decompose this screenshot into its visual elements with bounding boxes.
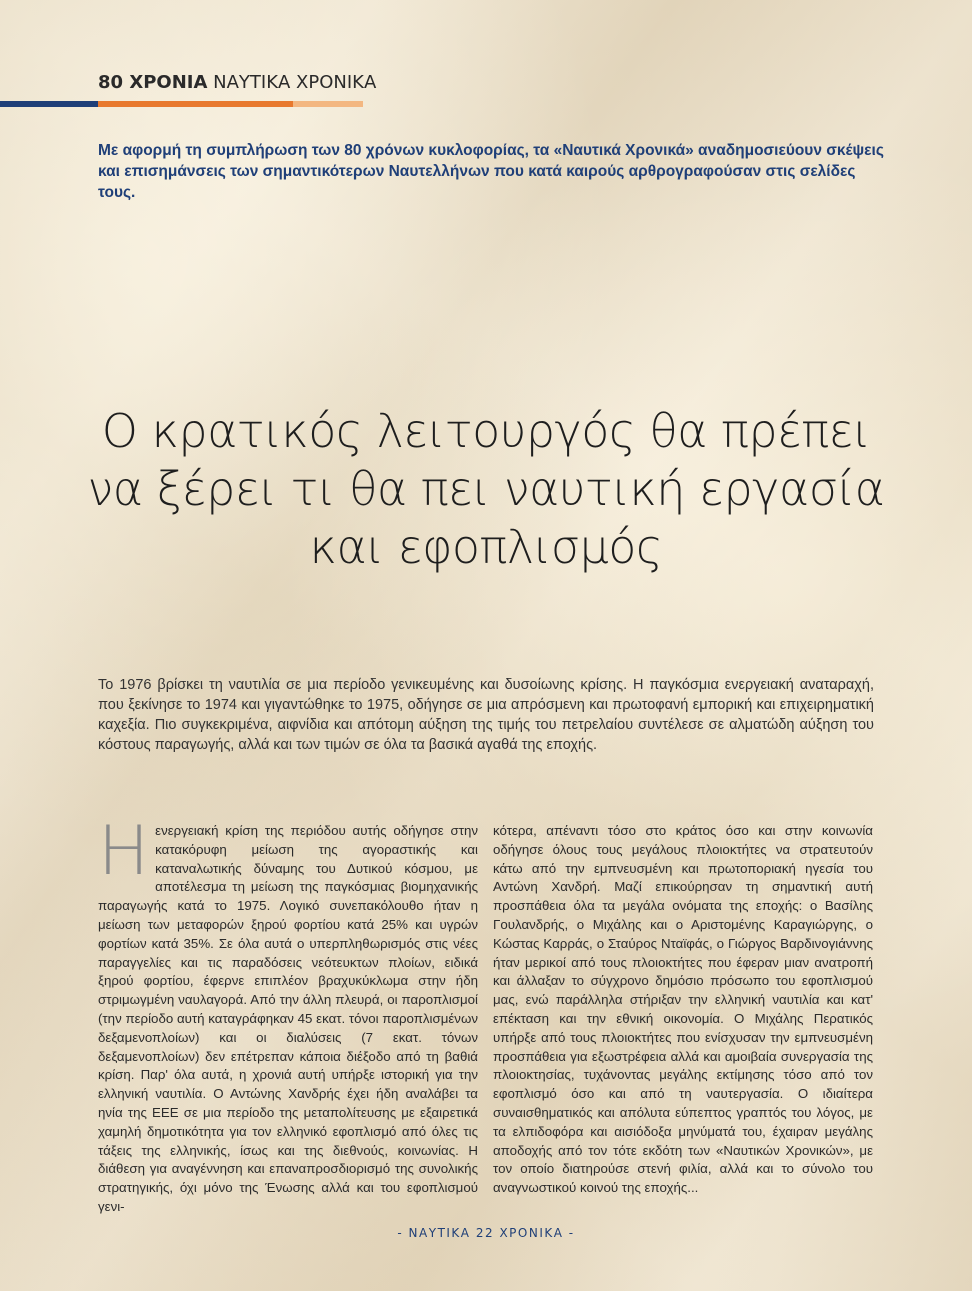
footer-left: - ΝΑΥΤΙΚΑ <box>397 1226 471 1240</box>
body-left-text: ενεργειακή κρίση της περιόδου αυτής οδήγησε στην κατακόρυφη μείωση της αγοραστικής και καταναλωτικής δύναμης του Δυτικού κόσμου, με αποτέλεσμα τη μείωση της παγκόσμιας βιομηχανικής παραγωγής κατά το 1975. Λογικό συνεπακόλουθο ήταν η μείωση των μεταφορών ξηρού φορτίου κατά 25% και υγρών φορτίων κατά 35%. Σε όλα αυτά ο υπερπληθωρισμός στις νέες παραγγελίες και τις παραδόσεις νεότευκτων πλοίων, ειδικά ξηρού φορτίου, έφερνε επιπλέον βραχυκύκλωμα στην ήδη στριμωγμένη ναυλαγορά. Από την άλλη πλευρά, οι παροπλισμοί (την περίοδο αυτή καταγράφηκαν 45 εκατ. τόνοι παροπλισμένων δεξαμενοπλοίων) και οι διαλύσεις (7 εκατ. τόνων δεξαμενοπλοίων) δεν επέτρεπαν κάποια διέξοδο από τη βαθιά κρίση. Παρ' όλα αυτά, η χρονιά αυτή υπήρξε ιστορική για την ελληνική ναυτιλία. Ο Αντώνης Χανδρής έχει ήδη αναλάβει τα ηνία της ΕΕΕ σε μια περίοδο της μεταπολίτευσης με εξαιρετικά χαμηλή δημοτικότητα για τον ελληνικό εφοπλισμό από όλες τις τάξεις της ελληνικής, ίσως και της διεθνούς, κοινωνίας. Η διάθεση για αναγέννηση και επαναπροσδιορισμό της συνολικής στρατηγικής, όχι μόνο της Ένωσης αλλά και του εφοπλισμού γενι- <box>98 823 478 1214</box>
article-title-line-1: Ο κρατικός λειτουργός θα πρέπει <box>101 404 871 458</box>
article-title <box>60 402 912 576</box>
header-rule-orange <box>98 101 293 107</box>
footer-right: ΧΡΟΝΙΚΑ - <box>499 1226 575 1240</box>
drop-cap: Η <box>98 812 150 891</box>
intro-text: Με αφορμή τη συμπλήρωση των 80 χρόνων κυκλοφορίας, τα «Ναυτικά Χρονικά» αναδημοσιεύουν σκέψεις και επισημάνσεις των σημαντικότερων Ναυτελλήνων που κατά καιρούς αρθρογραφούσαν στις σελίδες τους. <box>98 142 884 201</box>
header-rule-peach <box>293 101 363 107</box>
article-title-line-2: να ξέρει τι θα πει ναυτική εργασία <box>87 462 885 516</box>
page-footer <box>0 1226 972 1240</box>
page-number: 22 <box>475 1226 495 1240</box>
body-column-right <box>493 822 873 1198</box>
section-header-publication: ΝΑΥΤΙΚΑ ΧΡΟΝΙΚΑ <box>213 72 377 93</box>
header-rule-blue <box>0 101 98 107</box>
body-column-left <box>98 812 478 1217</box>
section-header <box>98 72 376 93</box>
lead-paragraph: Το 1976 βρίσκει τη ναυτιλία σε μια περίοδο γενικευμένης και δυσοίωνης κρίσης. Η παγκόσμια ενεργειακή αναταραχή, που ξεκίνησε το 1974 και γιγαντώθηκε το 1975, οδήγησε σε μια απρόσμενη και πρωτοφανή εμπορική και επιχειρηματική καχεξία. Πιο συγκεκριμένα, αιφνίδια και απότομη αύξηση της τιμής του πετρελαίου συντέλεσε σε αλματώδη αύξηση του κόστους παραγωγής, αλλά και των τιμών σε όλα τα βασικά αγαθά της εποχής. <box>98 677 874 753</box>
article-title-line-3: και εφοπλισμός <box>309 520 663 574</box>
section-header-years: 80 ΧΡΟΝΙΑ <box>98 72 208 93</box>
body-right-text: κότερα, απέναντι τόσο στο κράτος όσο και στην κοινωνία οδήγησε όλους τους μεγάλους πλοιοκτήτες να στρατευτούν κάτω από την εμπνευσμένη και πρωτοποριακή ηγεσία του Αντώνη Χανδρή. Μαζί επικούρησαν τη σημαντική αυτή προσπάθεια όλα τα μεγάλα ονόματα της εποχής: ο Βασίλης Γουλανδρής, ο Μιχάλης και ο Αριστομένης Καραγιώργης, ο Κώστας Καρράς, ο Σταύρος Νταϊφάς, ο Γιώργος Βαρδινογιάννης ήταν μερικοί από τους πλοιοκτήτες που έφεραν μιαν ανατροπή και άλλαξαν το σύγχρονο δημόσιο πρόσωπο του εφοπλισμού μας, ενώ παράλληλα στήριξαν την ελληνική ναυτιλία και κατ' επέκταση και την εθνική οικονομία. Ο Μιχάλης Περατικός υπήρξε από τους πλοιοκτήτες που ενίσχυσαν την εμπνευσμένη προσπάθεια για εξωστρέφεια αλλά και αμοιβαία συνεργασία της πλοιοκτησίας, τυχάνοντας μεγάλης εκτίμησης τόσο από τον εφοπλισμό όσο και από τη ναυτεργασία. Ο ιδιαίτερα συναισθηματικός και απόλυτα εύπεπτος γραπτός του λόγος, με τα ελπιδοφόρα και αισιόδοξα μηνύματά του, έχαιραν μεγάλης αποδοχής από τον τότε εκδότη των «Ναυτικών Χρονικών», με τον οποίο διατηρούσε στενή φιλία, αλλά και το σύνολο του αναγνωστικού κοινού της εποχής... <box>493 823 873 1196</box>
